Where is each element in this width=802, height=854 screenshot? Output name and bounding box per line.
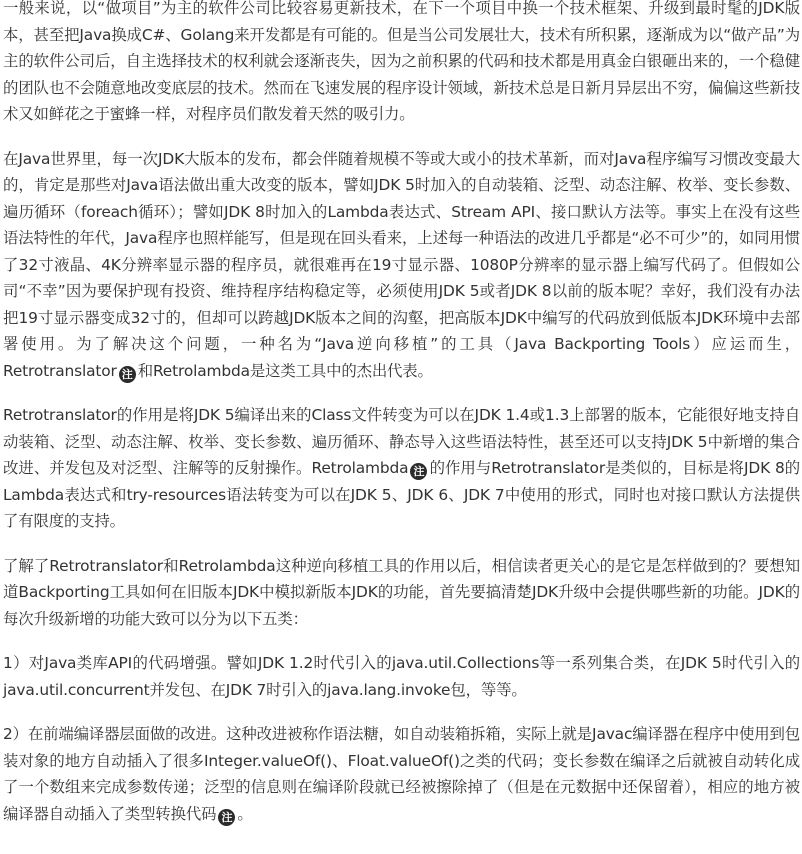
paragraph-java-syntax — [3, 146, 800, 385]
list-item-compiler-improvement-tail: 。 — [237, 804, 253, 823]
list-item-api-enhancement-text: 1）对Java类库API的代码增强。譬如JDK 1.2时代引入的java.util.Collections等一系列集合类，在JDK 5时代引入的java.util.concurrent并发包、在JDK 7时引入的java.lang.invoke包，等等。 — [3, 654, 800, 699]
paragraph-retrotranslator-text: Retrotranslator的作用是将JDK 5编译出来的Class文件转变为可以在JDK 1.4或1.3上部署的版本，它能很好地支持自动装箱、泛型、动态注解、枚举、变长参数、遍历循环、静态导入这些语法特性，甚至还可以支持JDK 5中新增的集合改进、并发包及对泛型、注解等的反射操作。Retrolambda — [3, 406, 800, 477]
paragraph-retrotranslator — [3, 402, 800, 535]
paragraph-retrotranslator-tail: 的作用与Retrotranslator是类似的，目标是将JDK 8的Lambda表达式和try-resources语法转变为可以在JDK 5、JDK 6、JDK 7中使用的形式，同时也对接口默认方法提供了有限度的支持。 — [3, 459, 801, 530]
footnote-marker-retrolambda[interactable]: 注 — [410, 463, 427, 480]
paragraph-java-syntax-tail: 和Retrolambda是这类工具中的杰出代表。 — [137, 361, 433, 380]
list-item-compiler-improvement — [3, 721, 800, 827]
paragraph-backporting-text: 了解了Retrotranslator和Retrolambda这种逆向移植工具的作用以后，相信读者更关心的是它是怎样做到的？要想知道Backporting工具如何在旧版本JDK中模拟新版本JDK的功能，首先要搞清楚JDK升级中会提供哪些新的功能。JDK的每次升级新增的功能大致可以分为以下五类： — [3, 556, 800, 628]
footnote-marker-retrotranslator[interactable]: 注 — [119, 366, 136, 383]
paragraph-intro — [3, 0, 800, 128]
list-item-api-enhancement — [3, 650, 800, 703]
footnote-marker-type-cast[interactable]: 注 — [218, 809, 235, 826]
paragraph-java-syntax-text: 在Java世界里，每一次JDK大版本的发布，都会伴随着规模不等或大或小的技术革新，而对Java程序编写习惯改变最大的，肯定是那些对Java语法做出重大改变的版本，譬如JDK 5时加入的自动装箱、泛型、动态注解、枚举、变长参数、遍历循环（foreach循环）；譬如JDK 8时加入的Lambda表达式、Stream API、接口默认方法等。事实上在没有这些语法特性的年代，Java程序也照样能写，但是现在回头看来，上述每一种语法的改进几乎都是“必不可少”的，如同用惯了32寸液晶、4K分辨率显示器的程序员，就很难再在19寸显示器、1080P分辨率的显示器上编写代码了。但假如公司“不幸”因为要保护现有投资、维持程序结构稳定等，必须使用JDK 5或者JDK 8以前的版本呢？幸好，我们没有办法把19寸显示器变成32寸的，但却可以跨越JDK版本之间的沟壑，把高版本JDK中编写的代码放到低版本JDK环境中去部署使用。为了解决这个问题，一种名为“Java逆向移植”的工具（Java Backporting Tools）应运而生，Retrotranslator — [3, 149, 800, 380]
list-item-compiler-improvement-text: 2）在前端编译器层面做的改进。这种改进被称作语法糖，如自动装箱拆箱，实际上就是Javac编译器在程序中使用到包装对象的地方自动插入了很多Integer.valueOf()、Float.valueOf()之类的代码；变长参数在编译之后就被自动转化成了一个数组来完成参数传递；泛型的信息则在编译阶段就已经被擦除掉了（但是在元数据中还保留着），相应的地方被编译器自动插入了类型转换代码 — [3, 725, 800, 823]
paragraph-intro-text: 一般来说，以“做项目”为主的软件公司比较容易更新技术，在下一个项目中换一个技术框架、升级到最时髦的JDK版本，甚至把Java换成C#、Golang来开发都是有可能的。但是当公司发展壮大，技术有所积累，逐渐成为以“做产品”为主的软件公司后，自主选择技术的权利就会逐渐丧失，因为之前积累的代码和技术都是用真金白银砸出来的，一个稳健的团队也不会随意地改变底层的技术。然而在飞速发展的程序设计领域，新技术总是日新月异层出不穷，偏偏这些新技术又如鲜花之于蜜蜂一样，对程序员们散发着天然的吸引力。 — [3, 0, 800, 123]
paragraph-backporting — [3, 553, 800, 633]
